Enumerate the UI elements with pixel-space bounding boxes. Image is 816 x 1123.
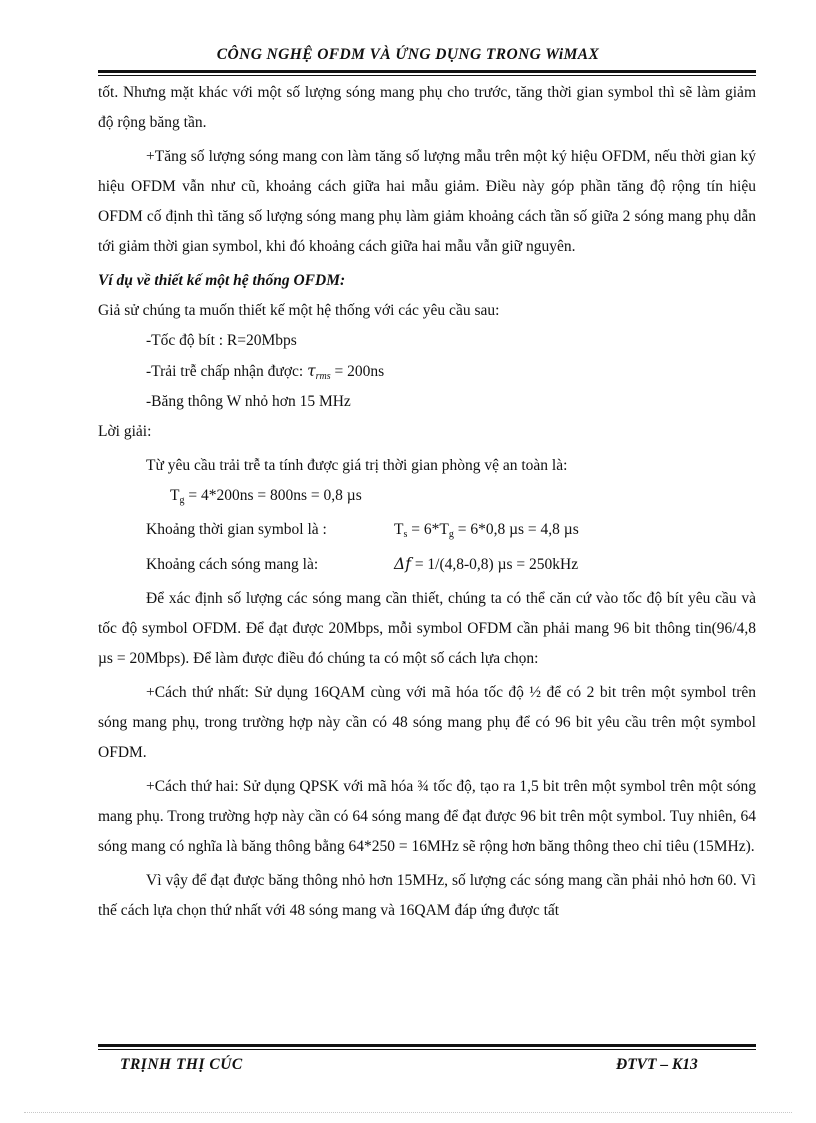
page-header-title: CÔNG NGHỆ OFDM VÀ ỨNG DỤNG TRONG WiMAX [216, 46, 600, 63]
paragraph-subcarrier-samples: +Tăng số lượng sóng mang con làm tăng số lượng mẫu trên một ký hiệu OFDM, nếu thời gian ký hiệu OFDM vẫn như cũ, khoảng cách giữa hai mẫu giảm. Điều này góp phần tăng độ rộng tín hiệu OFDM cố định thì tăng số lượng sóng mang phụ làm giảm khoảng cách tần số giữa 2 sóng mang phụ dẫn tới giảm thời gian symbol, khi đó khoảng cách giữa hai mẫu vẫn giữ nguyên. [98, 148, 756, 255]
solution-label: Lời giải: [98, 423, 152, 440]
page-body [98, 78, 756, 926]
requirements-intro: Giả sử chúng ta muốn thiết kế một hệ thống với các yêu cầu sau: [98, 302, 500, 319]
footer-rule [98, 1044, 756, 1050]
footer-class-code: ĐTVT – K13 [616, 1056, 698, 1073]
requirement-delay-spread: -Trải trễ chấp nhận được: $\tau_{rms} = 200ns$ [146, 362, 385, 382]
guard-time-formula: $T_g = 4*200ns = 800ns = 0,8$ µs [170, 487, 362, 506]
section-heading-example: Ví dụ về thiết kế một hệ thống OFDM: [98, 272, 346, 289]
guard-time-intro: Từ yêu cầu trải trễ ta tính được giá trị thời gian phòng vệ an toàn là: [146, 457, 568, 474]
footer-author: TRỊNH THỊ CÚC [120, 1056, 243, 1073]
symbol-time-formula: Khoảng thời gian symbol là : $T_s = 6*T_g = 6*0,8$ µs = 4,8 µs [146, 521, 579, 540]
paragraph-continuation: tốt. Nhưng mặt khác với một số lượng sóng mang phụ cho trước, tăng thời gian symbol thì sẽ làm giảm độ rộng băng tần. [98, 84, 756, 131]
header-rule [98, 70, 756, 76]
requirement-bandwidth: -Băng thông W nhỏ hơn 15 MHz [146, 393, 351, 410]
paragraph-option-one: +Cách thứ nhất: Sử dụng 16QAM cùng với mã hóa tốc độ ½ để có 2 bit trên một symbol trên sóng mang phụ, trong trường hợp này cần có 48 sóng mang phụ để có 96 bit yêu cầu trên một symbol OFDM. [98, 684, 756, 761]
paragraph-carrier-count: Để xác định số lượng các sóng mang cần thiết, chúng ta có thể căn cứ vào tốc độ bít yêu cầu và tốc độ symbol OFDM. Để đạt được 20Mbps, mỗi symbol OFDM cần phải mang 96 bit thông tin(96/4,8 µs = 20Mbps). Để làm được điều đó chúng ta có một số cách lựa chọn: [98, 590, 756, 667]
carrier-spacing-formula: Khoảng cách sóng mang là: Δf = 1/(4,8-0,8) µs = 250kHz [146, 555, 579, 573]
page-bottom-divider [24, 1112, 792, 1113]
paragraph-conclusion: Vì vậy để đạt được băng thông nhỏ hơn 15MHz, số lượng các sóng mang cần phải nhỏ hơn 60. Vì thế cách lựa chọn thứ nhất với 48 sóng mang và 16QAM đáp ứng được tất [98, 872, 756, 919]
paragraph-option-two: +Cách thứ hai: Sử dụng QPSK với mã hóa ¾ tốc độ, tạo ra 1,5 bit trên một symbol trên một sóng mang phụ. Trong trường hợp này cần có 64 sóng mang để đạt được 96 bit trên một symbol. Tuy nhiên, 64 sóng mang có nghĩa là băng thông bằng 64*250 = 16MHz sẽ rộng hơn băng thông theo chỉ tiêu (15MHz). [98, 778, 756, 855]
requirement-bitrate: -Tốc độ bít : R=20Mbps [146, 332, 297, 349]
